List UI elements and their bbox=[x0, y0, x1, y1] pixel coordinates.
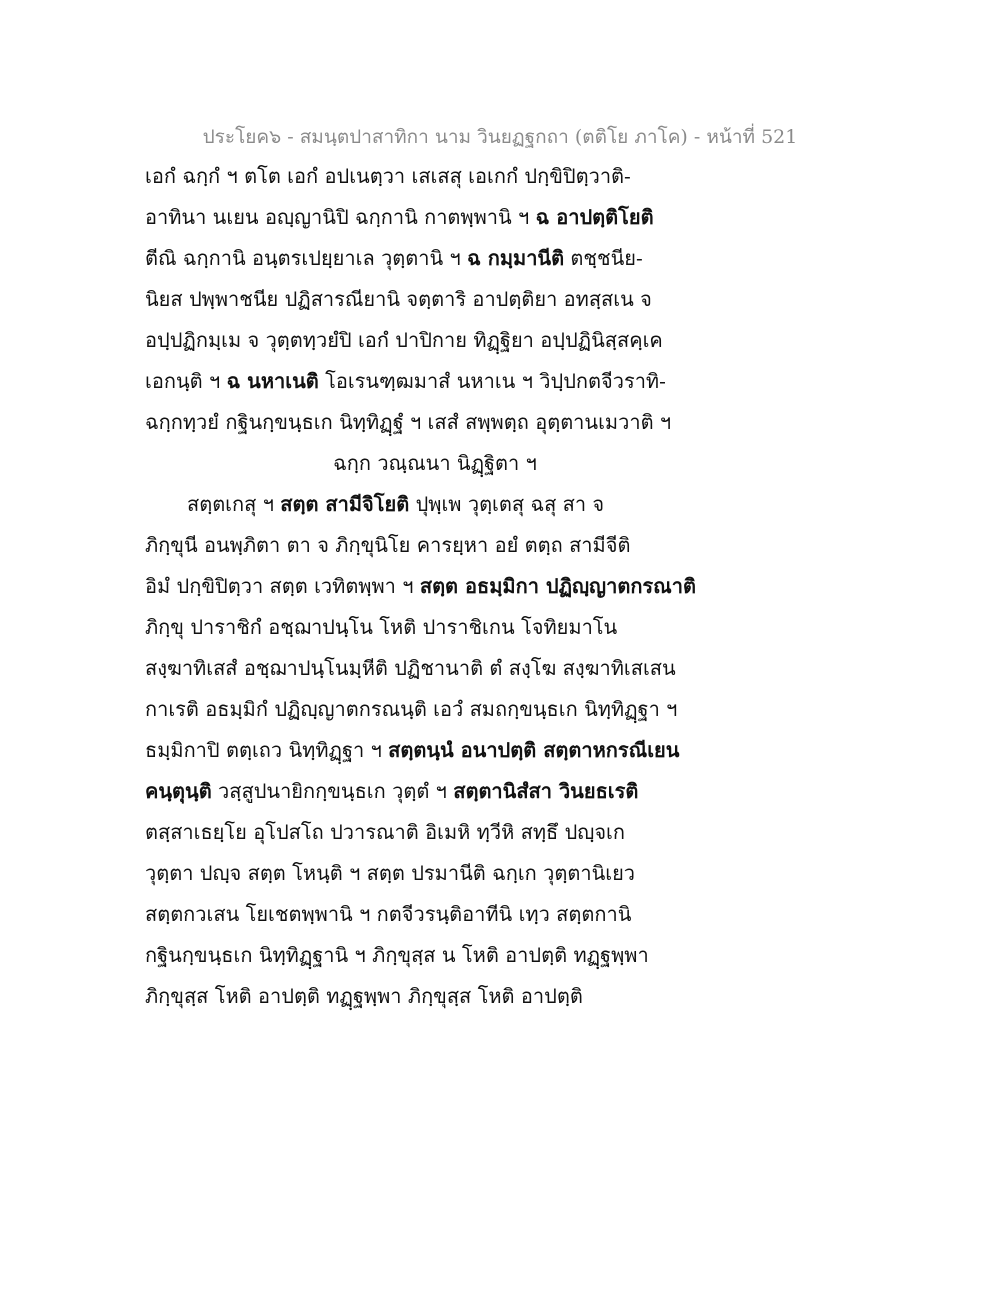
text-line bbox=[145, 320, 865, 361]
section-end-line bbox=[145, 443, 865, 484]
bold-term: สตฺต สามีจิโยติ bbox=[280, 492, 410, 516]
text-line bbox=[145, 812, 865, 853]
text-line bbox=[145, 648, 865, 689]
text-line bbox=[145, 853, 865, 894]
body-text bbox=[145, 156, 865, 1017]
bold-term: ฉ นหาเนติ bbox=[226, 369, 319, 393]
bold-term: สตฺตนฺนํ อนาปตฺติ สตฺตาหกรณีเยน bbox=[388, 738, 680, 762]
text-segment: ฉกฺกทฺวยํ กฐินกฺขนฺธเก นิทฺทิฏฺฐํ ฯ เสสํ สพฺพตฺถ อุตฺตานเมวาติ ฯ bbox=[145, 410, 672, 434]
text-segment: ตชฺชนีย- bbox=[564, 246, 643, 270]
text-segment: สงฺฆาทิเสสํ อชฺฌาปนฺโนมฺหีติ ปฏิชานาติ ตํ สงฺโฆ สงฺฆาทิเสเสน bbox=[145, 656, 676, 680]
text-line bbox=[145, 976, 865, 1017]
text-segment: โอเรนฑฺฒมาสํ นหาเน ฯ วิปฺปกตจีวราทิ- bbox=[318, 369, 666, 393]
page-header: ประโยค๖ - สมนฺตปาสาทิกา นาม วินยฏฐกถา (ตติโย ภาโค) - หน้าที่ 521 bbox=[202, 126, 798, 148]
text-line bbox=[145, 197, 865, 238]
bold-term: สตฺต อธมฺมิกา ปฏิญฺญาตกรณาติ bbox=[419, 574, 696, 598]
text-segment: อิมํ ปกฺขิปิตฺวา สตฺต เวทิตพฺพา ฯ bbox=[145, 574, 420, 598]
text-segment: สตฺตเกสุ ฯ bbox=[187, 492, 281, 516]
text-line bbox=[145, 689, 865, 730]
text-segment: อาทินา นเยน อญฺญานิปิ ฉกฺกานิ กาตพฺพานิ ฯ bbox=[145, 205, 536, 229]
bold-term: คนฺตุนฺติ bbox=[145, 779, 212, 803]
text-segment: ปุพฺเพ วุตฺเตสุ ฉสุ สา จ bbox=[409, 492, 605, 516]
text-line bbox=[145, 771, 865, 812]
text-segment: ภิกฺขุนี อนพฺภิตา ตา จ ภิกฺขุนิโย คารยฺหา อยํ ตตฺถ สามีจีติ bbox=[145, 533, 631, 557]
text-line bbox=[145, 238, 865, 279]
text-segment: นิยส ปพฺพาชนีย ปฏิสารณียานิ จตฺตาริ อาปตฺติยา อทสฺสเน จ bbox=[145, 287, 652, 311]
text-segment: ตสฺสาเธยฺโย อุโปสโถ ปวารณาติ อิเมหิ ทฺวีหิ สทฺธึ ปญฺจเก bbox=[145, 820, 625, 844]
text-segment: วุตฺตา ปญฺจ สตฺต โหนฺติ ฯ สตฺต ปรมานีติ ฉกฺเก วุตฺตานิเยว bbox=[145, 861, 636, 885]
text-line bbox=[145, 156, 865, 197]
text-segment: เอกํ ฉกฺกํ ฯ ตโต เอกํ อปเนตฺวา เสเสสุ เอเกกํ ปกฺขิปิตฺวาติ- bbox=[145, 164, 631, 188]
bold-term: ฉ กมฺมานีติ bbox=[467, 246, 565, 270]
text-line bbox=[145, 279, 865, 320]
text-segment: กฐินกฺขนฺธเก นิทฺทิฏฺฐานิ ฯ ภิกฺขุสฺส น โหติ อาปตฺติ ทฏฺฐพฺพา bbox=[145, 943, 649, 967]
text-segment: สตฺตกวเสน โยเชตพฺพานิ ฯ กตจีวรนฺติอาทีนิ เทฺว สตฺตกานิ bbox=[145, 902, 632, 926]
text-segment: ภิกฺขุ ปาราชิกํ อชฺฌาปนฺโน โหติ ปาราชิเกน โจทิยมาโน bbox=[145, 615, 618, 639]
text-segment: ธมฺมิกาปิ ตตฺเถว นิทฺทิฏฺฐา ฯ bbox=[145, 738, 389, 762]
bold-term: สตฺตานิสํสา วินยธเรติ bbox=[453, 779, 639, 803]
text-line bbox=[145, 935, 865, 976]
text-line bbox=[145, 484, 865, 525]
text-line bbox=[145, 361, 865, 402]
text-line bbox=[145, 894, 865, 935]
text-segment: วสฺสูปนายิกกฺขนฺธเก วุตฺตํ ฯ bbox=[211, 779, 454, 803]
text-line bbox=[145, 607, 865, 648]
text-segment: กาเรติ อธมฺมิกํ ปฏิญฺญาตกรณนฺติ เอวํ สมถกฺขนฺธเก นิทฺทิฏฺฐา ฯ bbox=[145, 697, 678, 721]
text-segment: ตีณิ ฉกฺกานิ อนฺตรเปยฺยาเล วุตฺตานิ ฯ bbox=[145, 246, 468, 270]
text-segment: ภิกฺขุสฺส โหติ อาปตฺติ ทฏฺฐพฺพา ภิกฺขุสฺส โหติ อาปตฺติ bbox=[145, 984, 583, 1008]
text-line bbox=[145, 566, 865, 607]
text-line bbox=[145, 525, 865, 566]
bold-term: ฉ อาปตฺติโยติ bbox=[535, 205, 654, 229]
text-line bbox=[145, 402, 865, 443]
text-segment: เอกนฺติ ฯ bbox=[145, 369, 227, 393]
text-line bbox=[145, 730, 865, 771]
text-segment: ฉกฺก วณฺณนา นิฏฺฐิตา ฯ bbox=[333, 451, 537, 475]
text-segment: อปฺปฏิกมฺเม จ วุตฺตทฺวยํปิ เอกํ ปาปิกาย ทิฏฺฐิยา อปฺปฏินิสฺสคฺเค bbox=[145, 328, 663, 352]
